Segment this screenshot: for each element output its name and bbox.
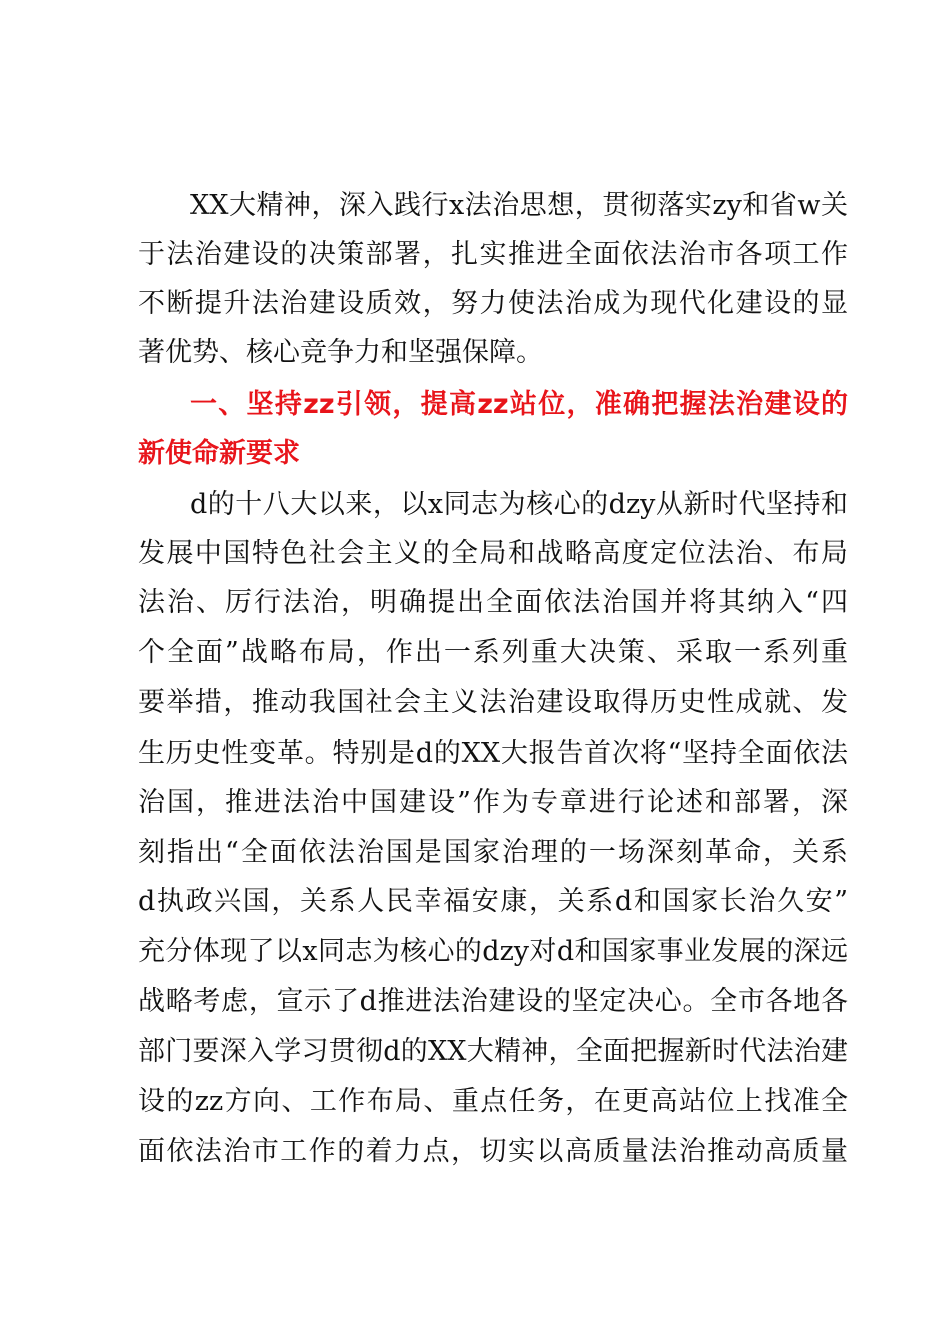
body-line-3: 法治、厉行法治，明确提出全面依法治国并将其纳入“四: [138, 587, 848, 618]
intro-line-3: 不断提升法治建设质效，努力使法治成为现代化建设的显: [138, 288, 848, 319]
body-line-6: 生历史性变革。特别是d的XX大报告首次将“坚持全面依法: [138, 738, 848, 769]
intro-line-1: XX大精神，深入践行x法治思想，贯彻落实zy和省w关: [190, 190, 848, 221]
body-line-12: 部门要深入学习贯彻d的XX大精神，全面把握新时代法治建: [138, 1036, 848, 1067]
section-heading-line-2: 新使命新要求: [138, 438, 300, 469]
body-line-10: 充分体现了以x同志为核心的dzy对d和国家事业发展的深远: [138, 936, 848, 967]
body-line-1: d的十八大以来，以x同志为核心的dzy从新时代坚持和: [190, 489, 848, 520]
body-line-14: 面依法治市工作的着力点，切实以高质量法治推动高质量: [138, 1136, 848, 1167]
body-line-8: 刻指出“全面依法治国是国家治理的一场深刻革命，关系: [138, 837, 848, 868]
body-line-2: 发展中国特色社会主义的全局和战略高度定位法治、布局: [138, 538, 848, 569]
body-line-7: 治国，推进法治中国建设”作为专章进行论述和部署，深: [138, 787, 848, 818]
body-line-4: 个全面”战略布局，作出一系列重大决策、采取一系列重: [138, 637, 848, 668]
section-heading-line-1: 一、坚持zz引领，提高zz站位，准确把握法治建设的: [190, 389, 848, 420]
intro-line-2: 于法治建设的决策部署，扎实推进全面依法治市各项工作: [138, 239, 848, 270]
body-line-5: 要举措，推动我国社会主义法治建设取得历史性成就、发: [138, 687, 848, 718]
intro-line-4: 著优势、核心竞争力和坚强保障。: [138, 337, 543, 368]
body-line-13: 设的zz方向、工作布局、重点任务，在更高站位上找准全: [138, 1086, 848, 1117]
body-line-9: d执政兴国，关系人民幸福安康，关系d和国家长治久安”: [138, 886, 848, 917]
body-line-11: 战略考虑，宣示了d推进法治建设的坚定决心。全市各地各: [138, 986, 848, 1017]
